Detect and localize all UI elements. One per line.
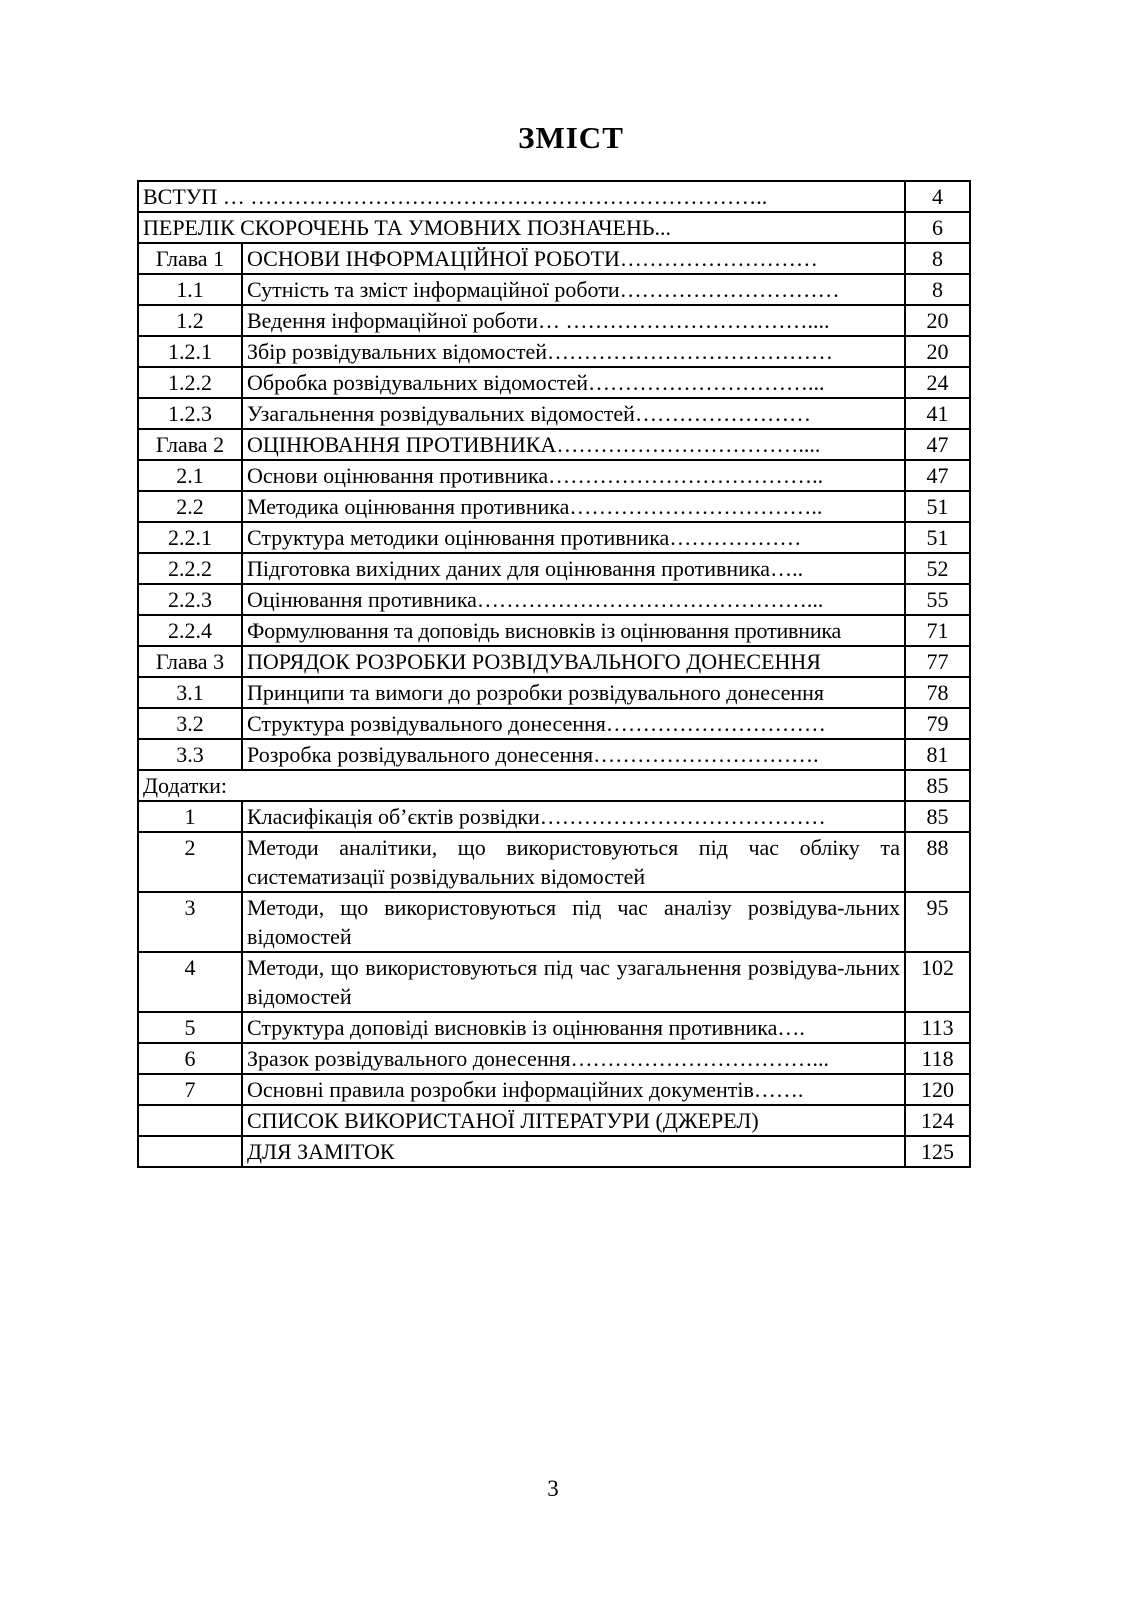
toc-entry-title: Розробка розвідувального донесення…………………………. [242,739,905,770]
toc-entry-page: 8 [905,243,970,274]
toc-entry-title: Оцінювання противника………………………………………... [242,584,905,615]
toc-entry-number: Глава 2 [138,429,242,460]
toc-row [138,1105,970,1136]
toc-entry-page: 85 [905,801,970,832]
toc-entry-number: 3.1 [138,677,242,708]
toc-entry-number: 1.2.3 [138,398,242,429]
toc-entry-number: 1 [138,801,242,832]
toc-entry-number: 1.2.1 [138,336,242,367]
toc-entry-title: Сутність та зміст інформаційної роботи………………………… [242,274,905,305]
toc-entry-page: 52 [905,553,970,584]
toc-entry-page: 8 [905,274,970,305]
toc-entry-page: 24 [905,367,970,398]
toc-entry-number: 6 [138,1043,242,1074]
toc-entry-title: Підготовка вихідних даних для оцінювання противника….. [242,553,905,584]
toc-row [138,892,970,952]
toc-entry-title: Обробка розвідувальних відомостей…………………………... [242,367,905,398]
toc-entry-number: 1.2.2 [138,367,242,398]
toc-row [138,646,970,677]
toc-entry-page: 20 [905,336,970,367]
toc-entry-number: 2.2.3 [138,584,242,615]
toc-entry-title: ПОРЯДОК РОЗРОБКИ РОЗВІДУВАЛЬНОГО ДОНЕСЕННЯ [242,646,905,677]
toc-entry-number: 2 [138,832,242,892]
toc-entry-page: 47 [905,460,970,491]
toc-entry-number: 4 [138,952,242,1012]
toc-entry-page: 71 [905,615,970,646]
toc-entry-page: 113 [905,1012,970,1043]
toc-row [138,952,970,1012]
toc-entry-page: 118 [905,1043,970,1074]
toc-entry-number: 1.1 [138,274,242,305]
toc-row [138,522,970,553]
toc-row [138,212,970,243]
toc-entry-page: 120 [905,1074,970,1105]
page-title: ЗМІСТ [518,120,624,155]
toc-row [138,615,970,646]
toc-row [138,1074,970,1105]
toc-entry-title: Структура доповіді висновків із оцінювання противника…. [242,1012,905,1043]
toc-entry-page: 79 [905,708,970,739]
toc-entry-page: 78 [905,677,970,708]
toc-entry-number: 2.2 [138,491,242,522]
toc-entry-title: ПЕРЕЛІК СКОРОЧЕНЬ ТА УМОВНИХ ПОЗНАЧЕНЬ... [138,212,905,243]
toc-entry-number: 2.1 [138,460,242,491]
toc-entry-title: СПИСОК ВИКОРИСТАНОЇ ЛІТЕРАТУРИ (ДЖЕРЕЛ) [242,1105,905,1136]
toc-entry-title: Додатки: [138,770,905,801]
toc-entry-page: 77 [905,646,970,677]
toc-entry-page: 4 [905,181,970,212]
toc-entry-number: Глава 1 [138,243,242,274]
toc-entry-number: 2.2.2 [138,553,242,584]
toc-row [138,584,970,615]
toc-entry-page: 51 [905,522,970,553]
toc-entry-page: 124 [905,1105,970,1136]
toc-row [138,1043,970,1074]
toc-entry-title: Принципи та вимоги до розробки розвідувального донесення [242,677,905,708]
toc-entry-number: Глава 3 [138,646,242,677]
toc-entry-page: 51 [905,491,970,522]
toc-entry-page: 55 [905,584,970,615]
toc-row [138,274,970,305]
toc-table [137,180,971,1168]
toc-entry-page: 95 [905,892,970,952]
toc-entry-title: ВСТУП … …………………………………………………………….. [138,181,905,212]
toc-entry-title: Ведення інформаційної роботи… …………………………….... [242,305,905,336]
toc-entry-page: 6 [905,212,970,243]
toc-entry-number: 1.2 [138,305,242,336]
toc-entry-number: 3.3 [138,739,242,770]
toc-entry-title: Методи, що використовуються під час узагальнення розвідува-льних відомостей [242,952,905,1012]
toc-row [138,1012,970,1043]
toc-entry-page: 20 [905,305,970,336]
toc-entry-page: 47 [905,429,970,460]
toc-entry-title: ДЛЯ ЗАМІТОК [242,1136,905,1167]
toc-entry-title: Зразок розвідувального донесення……………………………... [242,1043,905,1074]
toc-entry-page: 81 [905,739,970,770]
toc-entry-number [138,1136,242,1167]
toc-row [138,305,970,336]
toc-entry-title: Основні правила розробки інформаційних документів……. [242,1074,905,1105]
toc-row [138,243,970,274]
toc-entry-page: 125 [905,1136,970,1167]
toc-row [138,336,970,367]
toc-entry-title: Структура розвідувального донесення………………………… [242,708,905,739]
toc-entry-title: Збір розвідувальних відомостей………………………………… [242,336,905,367]
page-number: 3 [547,1476,559,1501]
toc-row [138,677,970,708]
toc-entry-title: Методи, що використовуються під час аналізу розвідува-льних відомостей [242,892,905,952]
toc-entry-page: 41 [905,398,970,429]
toc-entry-number: 2.2.1 [138,522,242,553]
toc-entry-number: 3 [138,892,242,952]
toc-entry-title: Класифікація об’єктів розвідки………………………………… [242,801,905,832]
toc-entry-page: 85 [905,770,970,801]
toc-row [138,398,970,429]
toc-entry-title: Узагальнення розвідувальних відомостей…………………… [242,398,905,429]
toc-entry-number: 3.2 [138,708,242,739]
toc-entry-page: 88 [905,832,970,892]
toc-entry-number: 2.2.4 [138,615,242,646]
toc-row [138,429,970,460]
toc-row [138,1136,970,1167]
toc-row [138,770,970,801]
toc-entry-number [138,1105,242,1136]
toc-entry-number: 5 [138,1012,242,1043]
toc-row [138,491,970,522]
toc-row [138,553,970,584]
toc-entry-title: Методика оцінювання противника…………………………….. [242,491,905,522]
toc-row [138,460,970,491]
toc-row [138,708,970,739]
toc-entry-page: 102 [905,952,970,1012]
toc-entry-title: Структура методики оцінювання противника……………… [242,522,905,553]
toc-entry-title: Формулювання та доповідь висновків із оцінювання противника [242,615,905,646]
toc-entry-title: ОЦІНЮВАННЯ ПРОТИВНИКА…………………………….... [242,429,905,460]
toc-row [138,832,970,892]
toc-row [138,739,970,770]
toc-entry-title: Основи оцінювання противника……………………………….. [242,460,905,491]
toc-row [138,801,970,832]
toc-entry-title: ОСНОВИ ІНФОРМАЦІЙНОЇ РОБОТИ……………………… [242,243,905,274]
toc-entry-number: 7 [138,1074,242,1105]
toc-row [138,181,970,212]
toc-entry-title: Методи аналітики, що використовуються під час обліку та систематизації розвідувальних відомостей [242,832,905,892]
toc-row [138,367,970,398]
